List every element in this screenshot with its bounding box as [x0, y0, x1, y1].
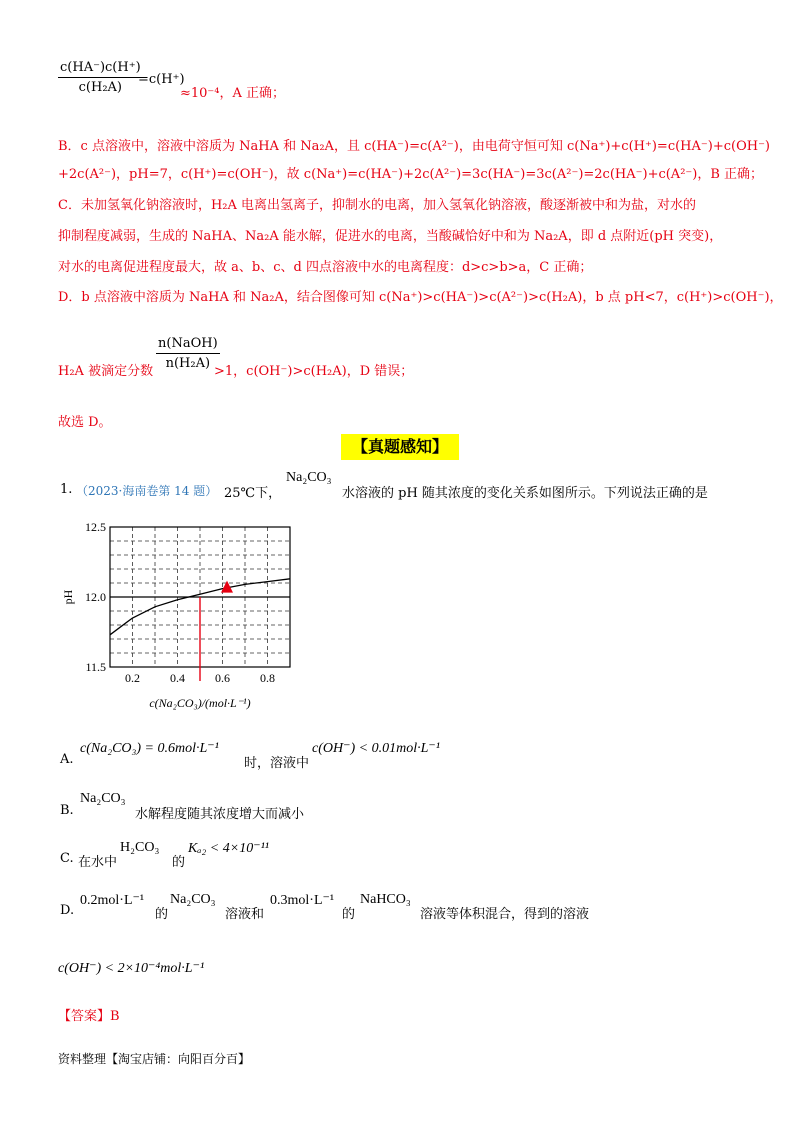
option-b-text: 水解程度随其浓度增大而减小 [135, 807, 305, 822]
option-a-expr1: c(Na₂CO₃) = 0.6mol·L⁻¹ [80, 741, 219, 756]
question-source: （2023·海南卷第 14 题） [76, 484, 218, 498]
answer: 【答案】B [58, 1009, 120, 1024]
y-tick-label: 12.0 [85, 590, 106, 604]
option-a-expr2: c(OH⁻) < 0.01mol·L⁻¹ [312, 741, 440, 756]
question-number: 1. [60, 482, 73, 497]
option-c-pre: 在水中 [78, 855, 118, 870]
footer: 资料整理【淘宝店铺：向阳百分百】 [58, 1052, 251, 1066]
question-species: Na₂CO₃ [286, 470, 332, 485]
option-b-species: Na₂CO₃ [80, 791, 126, 806]
option-d-c1: 0.2mol·L⁻¹ [80, 893, 145, 908]
d-fraction-numerator: n(NaOH) [156, 336, 220, 354]
fraction-denominator: c(H₂A) [78, 80, 122, 95]
chart-labels [61, 520, 275, 710]
x-tick-label: 0.4 [170, 671, 185, 685]
option-d-s1: Na₂CO₃ [170, 892, 216, 907]
analysis-d-line2-pre: H₂A 被滴定分数 [58, 364, 154, 379]
fraction-numerator: c(HA⁻)c(H⁺) [58, 60, 143, 78]
ph-concentration-chart [56, 515, 296, 715]
chart-series [110, 579, 290, 681]
analysis-c-line1: C．未加氢氧化钠溶液时，H₂A 电离出氢离子，抑制水的电离，加入氢氧化钠溶液，酸逐渐被中和为盐，对水的 [58, 198, 697, 213]
option-a-label: A. [60, 752, 74, 767]
question-post: 水溶液的 pH 随其浓度的变化关系如图所示。下列说法正确的是 [342, 486, 708, 501]
d-fraction-denominator: n(H₂A) [165, 356, 211, 371]
option-c-species: H₂CO₃ [120, 840, 160, 855]
analysis-d-line1: D．b 点溶液中溶质为 NaHA 和 Na₂A，结合图像可知 c(Na⁺)>c(HA⁻)>c(A²⁻)>c(H₂A)，b 点 pH<7，c(H⁺)>c(OH⁻)， [58, 290, 783, 305]
analysis-b-line1: B．c 点溶液中，溶液中溶质为 NaHA 和 Na₂A，且 c(HA⁻)=c(A²⁻)，由电荷守恒可知 c(Na⁺)+c(H⁺)=c(HA⁻)+c(OH⁻) [58, 139, 770, 154]
analysis-c-line3: 对水的电离促进程度最大，故 a、b、c、d 四点溶液中水的电离程度：d>c>b>a，C 正确； [58, 260, 593, 275]
top-formula-tail: ≈10⁻⁴，A 正确； [180, 86, 286, 101]
top-formula-equals: =c(H⁺) [138, 72, 185, 87]
option-d-s2: NaHCO₃ [360, 892, 411, 907]
option-d-label: D. [60, 903, 75, 918]
x-tick-label: 0.8 [260, 671, 275, 685]
d-fraction [156, 336, 220, 371]
analysis-conclusion: 故选 D。 [58, 415, 112, 430]
option-b-label: B. [60, 803, 74, 818]
analysis-d-line2-post: >1，c(OH⁻)>c(H₂A)，D 错误； [214, 364, 414, 379]
option-d-expr: c(OH⁻) < 2×10⁻⁴mol·L⁻¹ [58, 961, 205, 976]
x-tick-label: 0.6 [215, 671, 230, 685]
y-axis-label: pH [61, 589, 75, 605]
analysis-b-line2: +2c(A²⁻)，pH=7，c(H⁺)=c(OH⁻)，故 c(Na⁺)=c(HA⁻)+2c(A²⁻)=3c(HA⁻)=3c(A²⁻)=2c(HA⁻)+c(A²⁻)，B 正确； [58, 167, 764, 182]
y-tick-label: 11.5 [85, 660, 106, 674]
option-a-mid: 时，溶液中 [244, 756, 310, 771]
option-d-of1: 的 [155, 907, 169, 922]
section-title: 【真题感知】 [341, 434, 459, 460]
option-c-mid: 的 [172, 855, 186, 870]
y-tick-label: 12.5 [85, 520, 106, 534]
option-c-label: C. [60, 851, 74, 866]
option-d-of2: 的 [342, 907, 356, 922]
option-d-c2: 0.3mol·L⁻¹ [270, 893, 335, 908]
top-fraction [58, 60, 143, 95]
x-tick-label: 0.2 [125, 671, 140, 685]
option-c-expr: Kₐ₂ < 4×10⁻¹¹ [188, 841, 269, 856]
question-pre: 25℃下， [224, 486, 282, 501]
x-axis-label: c(Na₂CO₃)/(mol·L⁻¹) [149, 696, 251, 710]
option-d-text: 溶液等体积混合，得到的溶液 [420, 907, 590, 922]
analysis-c-line2: 抑制程度减弱，生成的 NaHA、Na₂A 能水解，促进水的电离，当酸碱恰好中和为 Na₂A，即 d 点附近(pH 突变)， [58, 229, 723, 244]
option-d-and: 溶液和 [225, 907, 265, 922]
